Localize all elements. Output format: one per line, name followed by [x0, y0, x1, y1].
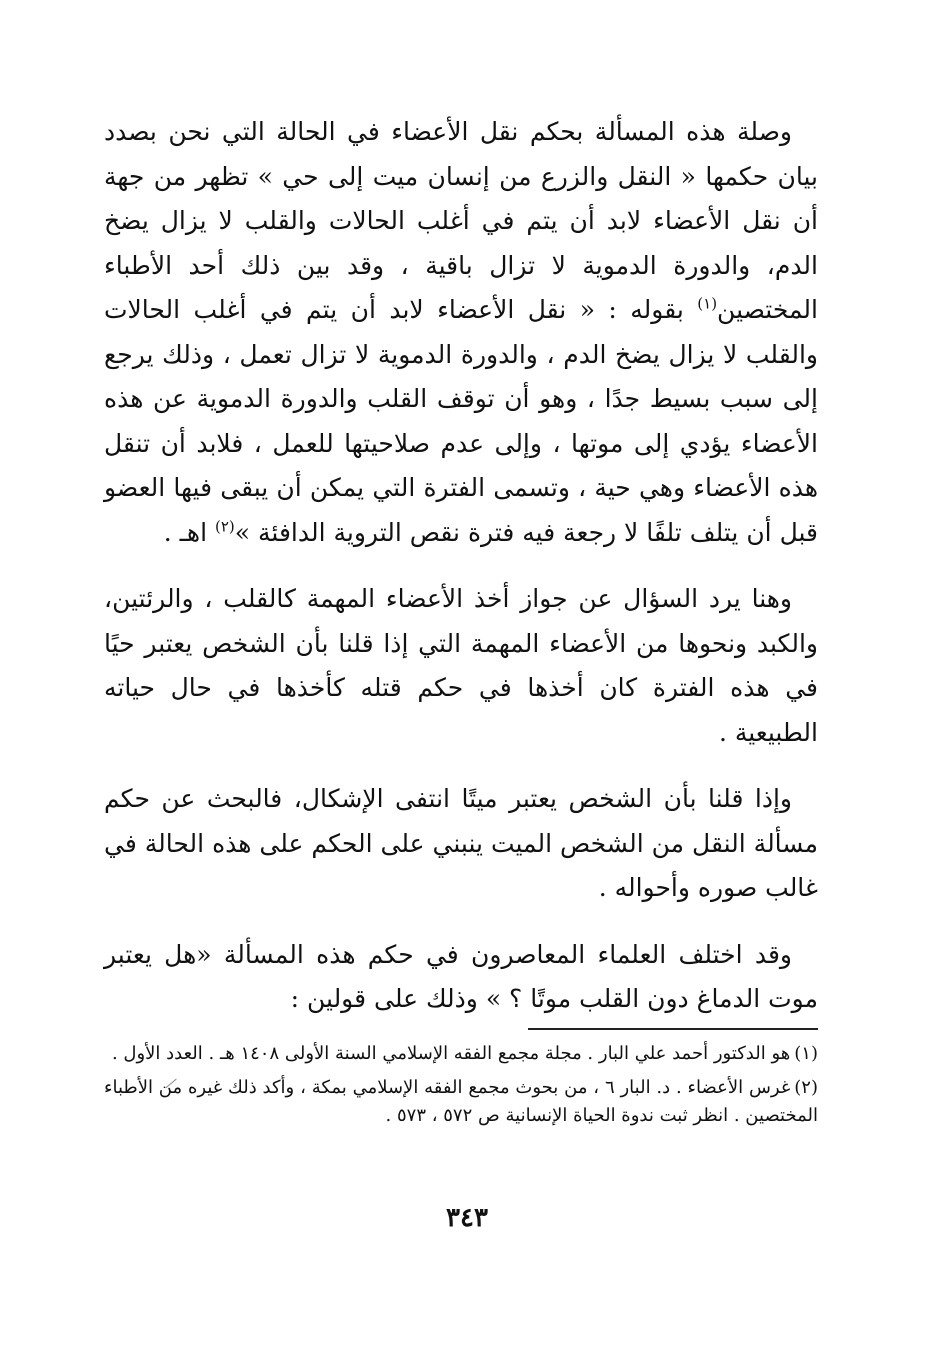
paragraph-4: وقد اختلف العلماء المعاصرون في حكم هذه المسألة «هل يعتبر موت الدماغ دون القلب موتًا ؟ » وذلك على قولين :: [104, 939, 818, 1013]
footnote-ref-1: (١): [697, 294, 718, 313]
page-body: [104, 110, 818, 1022]
page-number: ٣٤٣: [446, 1203, 488, 1233]
footnote-2-text: غرس الأعضاء . د. البار ٦ ، من بحوث مجمع الفقه الإسلامي بمكة ، وأكد ذلك غيره من الأطباء المختصين . انظر ثبت ندوة الحياة الإنسانية ص ٥٧٢ ، ٥٧٣ .: [104, 1077, 818, 1126]
footnote-2: [104, 1074, 818, 1130]
footnotes: [104, 1040, 818, 1136]
paragraph-3: وإذا قلنا بأن الشخص يعتبر ميتًا انتفى الإشكال، فالبحث عن حكم مسألة النقل من الشخص الميت ينبني على الحكم على هذه الحالة في غالب صوره وأحواله .: [104, 784, 818, 902]
footnote-divider: [528, 1028, 818, 1030]
paragraph-1: [104, 110, 818, 555]
footnote-2-number: (٢): [794, 1077, 818, 1098]
footnote-1: [104, 1040, 818, 1068]
footnote-1-number: (١): [794, 1043, 818, 1064]
footnote-ref-2: (٢): [214, 517, 235, 536]
paragraph-1-quote: بقوله : « نقل الأعضاء لابد أن يتم في أغلب الحالات والقلب لا يزال يضخ الدم ، والدورة الدموية لا تزال تعمل ، وذلك يرجع إلى سبب بسيط جدًا ، وهو أن توقف القلب والدورة الدموية عن هذه الأعضاء يؤدي إلى موتها ، وإلى عدم صلاحيتها للعمل ، فلابد أن تنقل هذه الأعضاء وهي حية ، وتسمى الفترة التي يمكن أن يبقى فيها العضو قبل أن يتلف تلفًا لا رجعة فيه فترة نقص التروية الدافئة »: [104, 295, 818, 547]
paragraph-1-main: وصلة هذه المسألة بحكم نقل الأعضاء في الحالة التي نحن بصدد بيان حكمها « النقل والزرع من إنسان ميت إلى حي » تظهر من جهة أن نقل الأعضاء لابد أن يتم في أغلب الحالات والقلب لا يزال يضخ الدم، والدورة الدموية لا تزال باقية ، وقد بين ذلك أحد الأطباء المختصين: [104, 117, 818, 324]
paragraph-1-end: اهـ .: [163, 517, 215, 547]
paragraph-2: وهنا يرد السؤال عن جواز أخذ الأعضاء المهمة كالقلب ، والرئتين، والكبد ونحوها من الأعضاء المهمة التي إذا قلنا بأن الشخص يعتبر حيًا في هذه الفترة كان أخذها في حكم قتله كأخذها في حال حياته الطبيعية .: [104, 584, 818, 747]
footnote-1-text: هو الدكتور أحمد علي البار . مجلة مجمع الفقه الإسلامي السنة الأولى ١٤٠٨ هـ . العدد الأول .: [111, 1043, 791, 1064]
